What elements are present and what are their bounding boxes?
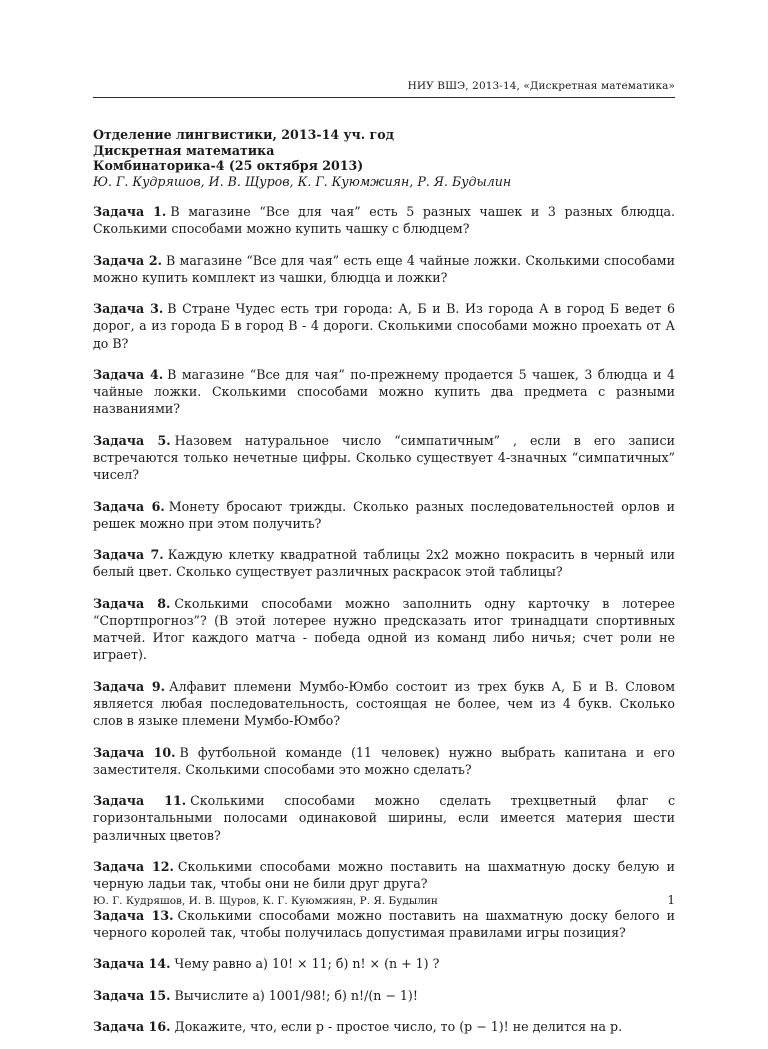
task-text: В футбольной команде (11 человек) нужно выбрать капитана и его заместителя. Сколькими способами это можно сделать?	[93, 744, 675, 777]
header-rule	[93, 97, 675, 98]
task-item	[93, 678, 675, 730]
task-label: Задача 11.	[93, 793, 187, 809]
task-item	[93, 546, 675, 580]
task-item	[93, 595, 675, 664]
task-label: Задача 2.	[93, 252, 162, 268]
task-item	[93, 858, 675, 892]
task-label: Задача 7.	[93, 547, 164, 563]
task-text: Назовем натуральное число “симпатичным” , если в его записи встречаются только нечетные цифры. Сколько существует 4-значных “симпатичных” чисел?	[93, 432, 675, 483]
page-number: 1	[667, 893, 675, 907]
task-label: Задача 14.	[93, 956, 171, 972]
task-text: Монету бросают трижды. Сколько разных последовательностей орлов и решек можно при этом получить?	[93, 498, 675, 531]
task-item	[93, 252, 675, 286]
task-item	[93, 300, 675, 352]
task-text: Сколькими способами можно поставить на шахматную доску белую и черную ладьи так, чтобы они не били друг друга?	[93, 858, 675, 892]
course-title: Дискретная математика	[93, 142, 275, 158]
task-label: Задача 1.	[93, 204, 167, 219]
task-item	[93, 744, 675, 778]
task-item	[93, 1018, 675, 1035]
task-item	[93, 498, 675, 532]
task-text: Сколькими способами можно сделать трехцветный флаг с горизонтальными полосами одинаковой ширины, если имеется материя шести различных цветов?	[93, 793, 675, 843]
task-label: Задача 9.	[93, 678, 166, 694]
task-label: Задача 12.	[93, 858, 174, 874]
task-item	[93, 203, 675, 237]
task-label: Задача 13.	[93, 907, 174, 923]
task-label: Задача 3.	[93, 301, 164, 317]
task-text: В магазине “Все для чая” по-прежнему продается 5 чашек, 3 блюдца и 4 чайные ложки. Сколькими способами можно купить два предмета с разными названиями?	[93, 366, 675, 417]
task-item	[93, 955, 675, 972]
running-header: НИУ ВШЭ, 2013-14, «Дискретная математика»	[407, 80, 675, 92]
task-text: В Стране Чудес есть три города: А, Б и В. Из города А в город Б ведет 6 дорог, а из города Б в город В - 4 дороги. Сколькими способами можно проехать от А до В?	[93, 301, 675, 351]
task-text: Алфавит племени Мумбо-Юмбо состоит из трех букв А, Б и В. Словом является любая последовательность, состоящая не более, чем из 4 букв. Сколько слов в языке племени Мумбо-Юмбо?	[93, 678, 675, 729]
task-label: Задача 4.	[93, 366, 164, 382]
task-label: Задача 16.	[93, 1018, 171, 1034]
task-list	[93, 203, 675, 1049]
task-label: Задача 5.	[93, 432, 171, 448]
title-block	[93, 127, 675, 189]
task-text: Вычислите а) 1001/98!; б) n!/(n − 1)!	[174, 987, 418, 1003]
task-item	[93, 432, 675, 484]
worksheet-title: Комбинаторика-4 (25 октября 2013)	[93, 158, 364, 173]
task-label: Задача 6.	[93, 498, 165, 514]
department-title: Отделение лингвистики, 2013-14 уч. год	[93, 127, 395, 142]
task-label: Задача 10.	[93, 744, 176, 760]
task-text: В магазине “Все для чая” есть еще 4 чайные ложки. Сколькими способами можно купить комплект из чашки, блюдца и ложки?	[93, 252, 675, 285]
task-label: Задача 15.	[93, 987, 171, 1003]
authors-line: Ю. Г. Кудряшов, И. В. Щуров, К. Г. Куюмжиян, Р. Я. Будылин	[93, 173, 512, 189]
task-item	[93, 907, 675, 941]
task-text: Чему равно а) 10! × 11; б) n! × (n + 1) ?	[174, 956, 440, 972]
task-text: Сколькими способами можно заполнить одну карточку в лотерее “Спортпрогноз”? (В этой лотерее нужно предсказать итог тринадцати спортивных матчей. Итог каждого матча - победа одной из команд либо ничья; счет роли не играет).	[93, 595, 675, 663]
task-text: Каждую клетку квадратной таблицы 2x2 можно покрасить в черный или белый цвет. Сколько существует различных раскрасок этой таблицы?	[93, 547, 675, 580]
task-item	[93, 987, 675, 1004]
task-text: В магазине “Все для чая” есть 5 разных чашек и 3 разных блюдца. Сколькими способами можно купить чашку с блюдцем?	[93, 204, 675, 237]
task-text: Сколькими способами можно поставить на шахматную доску белого и черного королей так, чтобы получилась допустимая правилами игры позиция?	[93, 907, 675, 940]
task-item	[93, 366, 675, 418]
task-item	[93, 792, 675, 844]
task-label: Задача 8.	[93, 595, 171, 611]
task-text: Докажите, что, если p - простое число, то (p − 1)! не делится на p.	[174, 1018, 623, 1034]
footer-authors: Ю. Г. Кудряшов, И. В. Щуров, К. Г. Куюмжиян, Р. Я. Будылин	[93, 895, 438, 907]
